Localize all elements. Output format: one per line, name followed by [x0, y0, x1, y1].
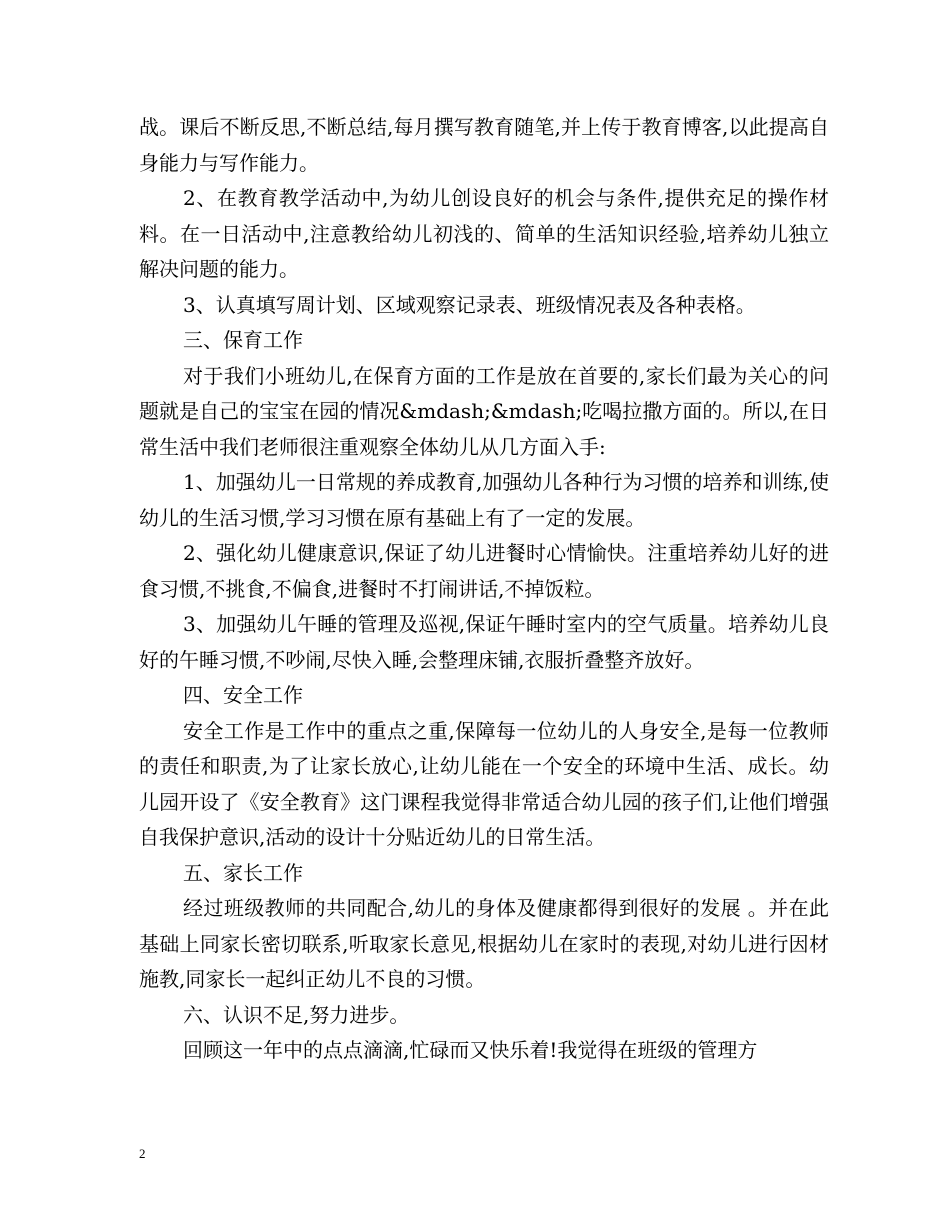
paragraph-continuation: 战。课后不断反思,不断总结,每月撰写教育随笔,并上传于教育博客,以此提高自身能力与写作能力。	[139, 115, 829, 175]
document-body	[139, 110, 829, 1069]
section-heading-shortcomings: 六、认识不足,努力进步。	[183, 1002, 410, 1027]
paragraph-care-item-2: 2、强化幼儿健康意识,保证了幼儿进餐时心情愉快。注重培养幼儿好的进食习惯,不挑食,不偏食,进餐时不打闹讲话,不掉饭粒。	[139, 541, 829, 601]
paragraph-care-item-3: 3、加强幼儿午睡的管理及巡视,保证午睡时室内的空气质量。培养幼儿良好的午睡习惯,不吵闹,尽快入睡,会整理床铺,衣服折叠整齐放好。	[139, 612, 829, 672]
section-heading-care-work: 三、保育工作	[183, 328, 303, 352]
paragraph-parent-work: 经过班级教师的共同配合,幼儿的身体及健康都得到很好的发展 。并在此基础上同家长密切联系,听取家长意见,根据幼儿在家时的表现,对幼儿进行因材施教,同家长一起纠正幼儿不良的习惯。	[139, 896, 829, 991]
paragraph-review: 回顾这一年中的点点滴滴,忙碌而又快乐着!我觉得在班级的管理方	[183, 1038, 758, 1062]
section-heading-safety-work: 四、安全工作	[183, 683, 303, 707]
section-heading-parent-work: 五、家长工作	[183, 860, 303, 885]
paragraph-item-3-forms: 3、认真填写周计划、区域观察记录表、班级情况表及各种表格。	[183, 292, 756, 317]
paragraph-care-item-1: 1、加强幼儿一日常规的养成教育,加强幼儿各种行为习惯的培养和训练,使幼儿的生活习惯,学习习惯在原有基础上有了一定的发展。	[139, 470, 829, 530]
paragraph-item-2-materials: 2、在教育教学活动中,为幼儿创设良好的机会与条件,提供充足的操作材料。在一日活动中,注意教给幼儿初浅的、简单的生活知识经验,培养幼儿独立解决问题的能力。	[139, 186, 829, 281]
page-number: 2	[139, 1146, 146, 1161]
paragraph-safety: 安全工作是工作中的重点之重,保障每一位幼儿的人身安全,是每一位教师的责任和职责,为了让家长放心,让幼儿能在一个安全的环境中生活、成长。幼儿园开设了《安全教育》这门课程我觉得非常适合幼儿园的孩子们,让他们增强自我保护意识,活动的设计十分贴近幼儿的日常生活。	[139, 718, 829, 849]
paragraph-care-intro: 对于我们小班幼儿,在保育方面的工作是放在首要的,家长们最为关心的问题就是自己的宝宝在园的情况&mdash;&mdash;吃喝拉撒方面的。所以,在日常生活中我们老师很注重观察全体幼儿从几方面入手:	[139, 363, 829, 459]
